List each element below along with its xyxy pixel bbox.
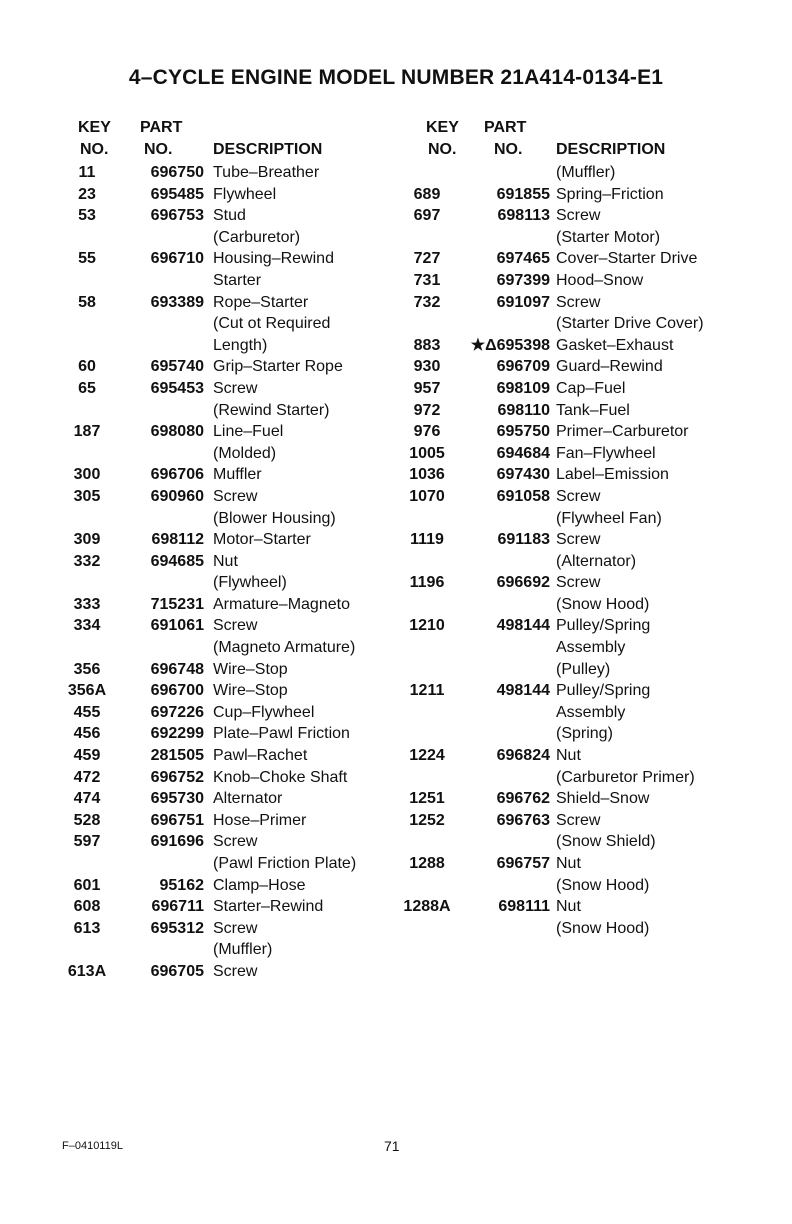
description: Shield–Snow [556,790,650,808]
table-row [56,227,396,249]
table-row [398,464,738,486]
table-row [398,205,738,227]
key-no: 976 [413,423,441,441]
key-no: 459 [73,747,101,765]
key-no: 1196 [409,574,445,592]
table-row [398,702,738,724]
table-row [398,637,738,659]
part-no: 691061 [150,617,204,635]
table-row [398,227,738,249]
table-row [56,918,396,940]
description: (Cut ot Required [213,315,331,333]
description: Motor–Starter [213,531,311,549]
description: (Snow Hood) [556,876,650,894]
description: Hose–Primer [213,811,307,829]
table-row [56,508,396,530]
parts-table-right [398,118,738,939]
part-no: 696757 [496,855,550,872]
part-no: 698109 [496,379,550,397]
parts-list-right [398,162,738,939]
table-row [398,723,738,745]
key-no: 334 [73,617,101,635]
description: Screw [213,833,258,851]
description: Rope–Starter [213,293,309,311]
table-row [398,184,738,206]
table-row [56,615,396,637]
table-row [398,356,738,378]
table-row [398,810,738,832]
table-row [398,572,738,594]
table-row [56,939,396,961]
key-no: 1070 [409,487,445,505]
description: (Pulley) [556,660,611,678]
table-row [398,918,738,940]
description: Nut [556,747,581,765]
part-no: 691855 [496,185,550,203]
description: Tank–Fuel [556,401,630,419]
key-no: 65 [78,379,96,397]
part-no: 692299 [150,725,204,743]
part-no: 696700 [150,682,204,700]
part-no: 696709 [496,358,550,376]
table-row [398,292,738,314]
description: Screw [556,574,601,592]
part-no: 696751 [150,811,204,829]
part-header-line1: PART [484,119,527,136]
table-row [56,270,396,292]
description: Label–Emission [556,466,669,484]
table-row [398,875,738,897]
part-no: 696692 [496,574,550,592]
description-header: DESCRIPTION [556,141,666,158]
description: Cover–Starter Drive [556,250,698,268]
page-title: 4–CYCLE ENGINE MODEL NUMBER 21A414-0134-E1 [128,66,664,89]
parts-table-left [56,118,396,983]
key-no: 58 [78,293,96,311]
part-no: 695312 [150,919,204,937]
table-row [56,421,396,443]
description: (Carburetor) [213,228,301,246]
key-no: 1005 [409,444,445,462]
key-no: 930 [413,358,441,376]
description: (Muffler) [556,164,616,181]
key-no: 187 [73,423,101,441]
key-no: 957 [413,379,441,397]
description: Housing–Rewind [213,250,334,268]
table-row [56,292,396,314]
key-no: 11 [78,164,96,181]
table-row [56,378,396,400]
table-row [56,162,396,184]
table-row [56,831,396,853]
description: Fan–Flywheel [556,444,656,462]
part-no: 697465 [496,250,550,268]
part-no: 715231 [150,595,204,613]
key-no: 1288 [409,855,445,872]
key-no: 60 [78,358,96,376]
part-header-line2: NO. [144,141,173,158]
description: Screw [556,293,601,311]
description: Nut [213,552,238,570]
table-row [398,659,738,681]
part-no: 695750 [496,423,550,441]
description: Grip–Starter Rope [213,358,343,376]
part-no: 694684 [496,444,550,462]
description: (Magneto Armature) [213,639,356,657]
description: (Flywheel) [213,574,287,592]
description: Starter–Rewind [213,898,324,916]
part-no: ★Δ695398 [470,336,550,354]
key-no: 474 [73,790,101,808]
key-no: 727 [413,250,441,268]
key-no: 608 [73,898,101,916]
table-row [56,659,396,681]
table-row [398,615,738,637]
description: (Starter Motor) [556,228,661,246]
description: Primer–Carburetor [556,423,689,441]
table-row [398,421,738,443]
description: (Snow Hood) [556,919,650,937]
description: Screw [213,962,258,980]
table-row [56,529,396,551]
description: (Spring) [556,725,613,743]
description: Pawl–Rachet [213,747,308,765]
key-no: 732 [413,293,441,311]
description: (Rewind Starter) [213,401,330,419]
key-no: 597 [73,833,101,851]
table-row [56,745,396,767]
part-no: 696706 [150,466,204,484]
description: Screw [556,811,601,829]
description-header: DESCRIPTION [213,141,323,158]
part-no: 695453 [150,379,204,397]
part-no: 696748 [150,660,204,678]
table-row [56,248,396,270]
part-no: 697430 [496,466,550,484]
table-row [398,443,738,465]
part-no: 693389 [150,293,204,311]
description: (Carburetor Primer) [556,768,695,786]
key-no: 1252 [409,811,445,829]
table-row [398,896,738,918]
description: Line–Fuel [213,423,284,441]
part-no: 95162 [159,876,204,894]
part-no: 698112 [151,531,204,549]
part-no: 698080 [150,423,204,441]
part-no: 695740 [150,358,204,376]
part-header-line2: NO. [494,141,523,158]
table-row [56,875,396,897]
description: (Flywheel Fan) [556,509,662,527]
table-row [398,529,738,551]
description: Pulley/Spring [556,617,651,635]
part-no: 697399 [496,271,550,289]
table-row [398,508,738,530]
part-no: 696711 [151,898,204,916]
description: Assembly [556,703,626,721]
key-no: 456 [73,725,101,743]
table-row [398,788,738,810]
table-row [56,767,396,789]
description: (Snow Shield) [556,833,656,851]
table-row [56,464,396,486]
table-row [56,594,396,616]
description: Screw [556,207,601,225]
description: Armature–Magneto [213,595,350,613]
description: Muffler [213,466,262,484]
table-row [398,248,738,270]
description: Screw [213,379,258,397]
table-row [56,313,396,335]
key-no: 309 [73,531,101,549]
key-no: 300 [73,466,101,484]
key-no: 697 [413,207,441,225]
table-row [56,335,396,357]
key-no: 613A [67,962,107,980]
part-no: 691058 [496,487,550,505]
description: (Alternator) [556,552,637,570]
key-no: 55 [78,250,96,268]
table-row [56,572,396,594]
table-row [398,767,738,789]
key-no: 689 [413,185,441,203]
part-no: 696705 [150,962,204,980]
key-no: 356A [67,682,107,700]
description: Length) [213,336,268,354]
part-no: 696750 [150,164,204,181]
key-no: 53 [78,207,96,225]
part-no: 690960 [150,487,204,505]
part-no: 698111 [498,898,550,916]
description: Screw [213,487,258,505]
table-row [56,810,396,832]
key-no: 528 [73,811,101,829]
table-row [56,205,396,227]
description: Screw [213,919,258,937]
key-no: 1288A [403,898,451,916]
document-code: F–0410119L [62,1140,123,1152]
description: Tube–Breather [213,164,320,181]
description: Nut [556,898,581,916]
key-no: 332 [73,552,101,570]
table-row [56,400,396,422]
table-row [56,551,396,573]
part-no: 696824 [496,747,550,765]
table-row [56,853,396,875]
description: Screw [556,531,601,549]
key-no: 455 [73,703,101,721]
part-no: 696752 [150,768,204,786]
part-no: 695730 [150,790,204,808]
key-header-line1: KEY [426,119,459,136]
description: Spring–Friction [556,185,664,203]
table-row [56,184,396,206]
description: Hood–Snow [556,271,644,289]
description: Starter [213,271,262,289]
key-no: 613 [73,919,101,937]
key-no: 1224 [409,747,445,765]
table-header [398,118,738,162]
key-no: 1251 [409,790,445,808]
description: Guard–Rewind [556,358,663,376]
description: (Molded) [213,444,277,462]
part-no: 694685 [150,552,204,570]
table-row [56,356,396,378]
part-no: 696762 [496,790,550,808]
key-no: 972 [413,401,441,419]
description: Screw [213,617,258,635]
key-no: 1119 [410,531,444,549]
part-no: 691183 [497,531,550,549]
part-no: 696753 [150,207,204,225]
key-header-line2: NO. [80,141,109,158]
description: Gasket–Exhaust [556,336,674,354]
part-no: 498144 [496,617,550,635]
parts-list-left [56,162,396,983]
key-header-line2: NO. [428,141,457,158]
part-no: 697226 [150,703,204,721]
key-no: 356 [73,660,101,678]
table-row [398,378,738,400]
part-no: 691696 [150,833,204,851]
description: (Starter Drive Cover) [556,315,704,333]
description: (Snow Hood) [556,595,650,613]
part-no: 695485 [150,185,204,203]
part-no: 498144 [496,682,550,700]
part-no: 698113 [497,207,550,225]
table-header [56,118,396,162]
description: Clamp–Hose [213,876,306,894]
key-header-line1: KEY [78,119,111,136]
table-row [398,594,738,616]
description: Wire–Stop [213,682,288,700]
key-no: 1211 [409,682,445,700]
description: Screw [556,487,601,505]
table-row [398,551,738,573]
table-row [56,723,396,745]
part-no: 696763 [496,811,550,829]
table-row [398,853,738,875]
table-row [56,961,396,983]
table-row [56,486,396,508]
description: Cup–Flywheel [213,703,315,721]
description: Assembly [556,639,626,657]
description: Cap–Fuel [556,379,626,397]
table-row [56,896,396,918]
table-row [398,162,738,184]
table-row [398,400,738,422]
description: Plate–Pawl Friction [213,725,350,743]
key-no: 1036 [409,466,445,484]
part-no: 698110 [497,401,550,419]
part-no: 691097 [496,293,550,311]
description: Alternator [213,790,283,808]
description: (Blower Housing) [213,509,336,527]
key-no: 731 [413,271,441,289]
key-no: 333 [73,595,101,613]
table-row [398,680,738,702]
table-row [56,680,396,702]
description: Knob–Choke Shaft [213,768,348,786]
part-header-line1: PART [140,119,183,136]
description: (Muffler) [213,941,273,959]
table-row [56,637,396,659]
description: Pulley/Spring [556,682,651,700]
key-no: 1210 [409,617,445,635]
description: Nut [556,855,581,872]
key-no: 23 [78,185,96,203]
part-no: 281505 [150,747,204,765]
part-no: 696710 [150,250,204,268]
description: Stud [213,207,246,225]
table-row [398,831,738,853]
key-no: 601 [73,876,101,894]
description: Flywheel [213,185,277,203]
table-row [56,443,396,465]
table-row [398,486,738,508]
key-no: 472 [73,768,101,786]
page-number: 71 [384,1138,400,1154]
description: Wire–Stop [213,660,288,678]
table-row [398,313,738,335]
key-no: 883 [413,336,441,354]
table-row [398,270,738,292]
table-row [398,335,738,357]
key-no: 305 [73,487,101,505]
table-row [398,745,738,767]
description: (Pawl Friction Plate) [213,855,357,872]
table-row [56,788,396,810]
table-row [56,702,396,724]
